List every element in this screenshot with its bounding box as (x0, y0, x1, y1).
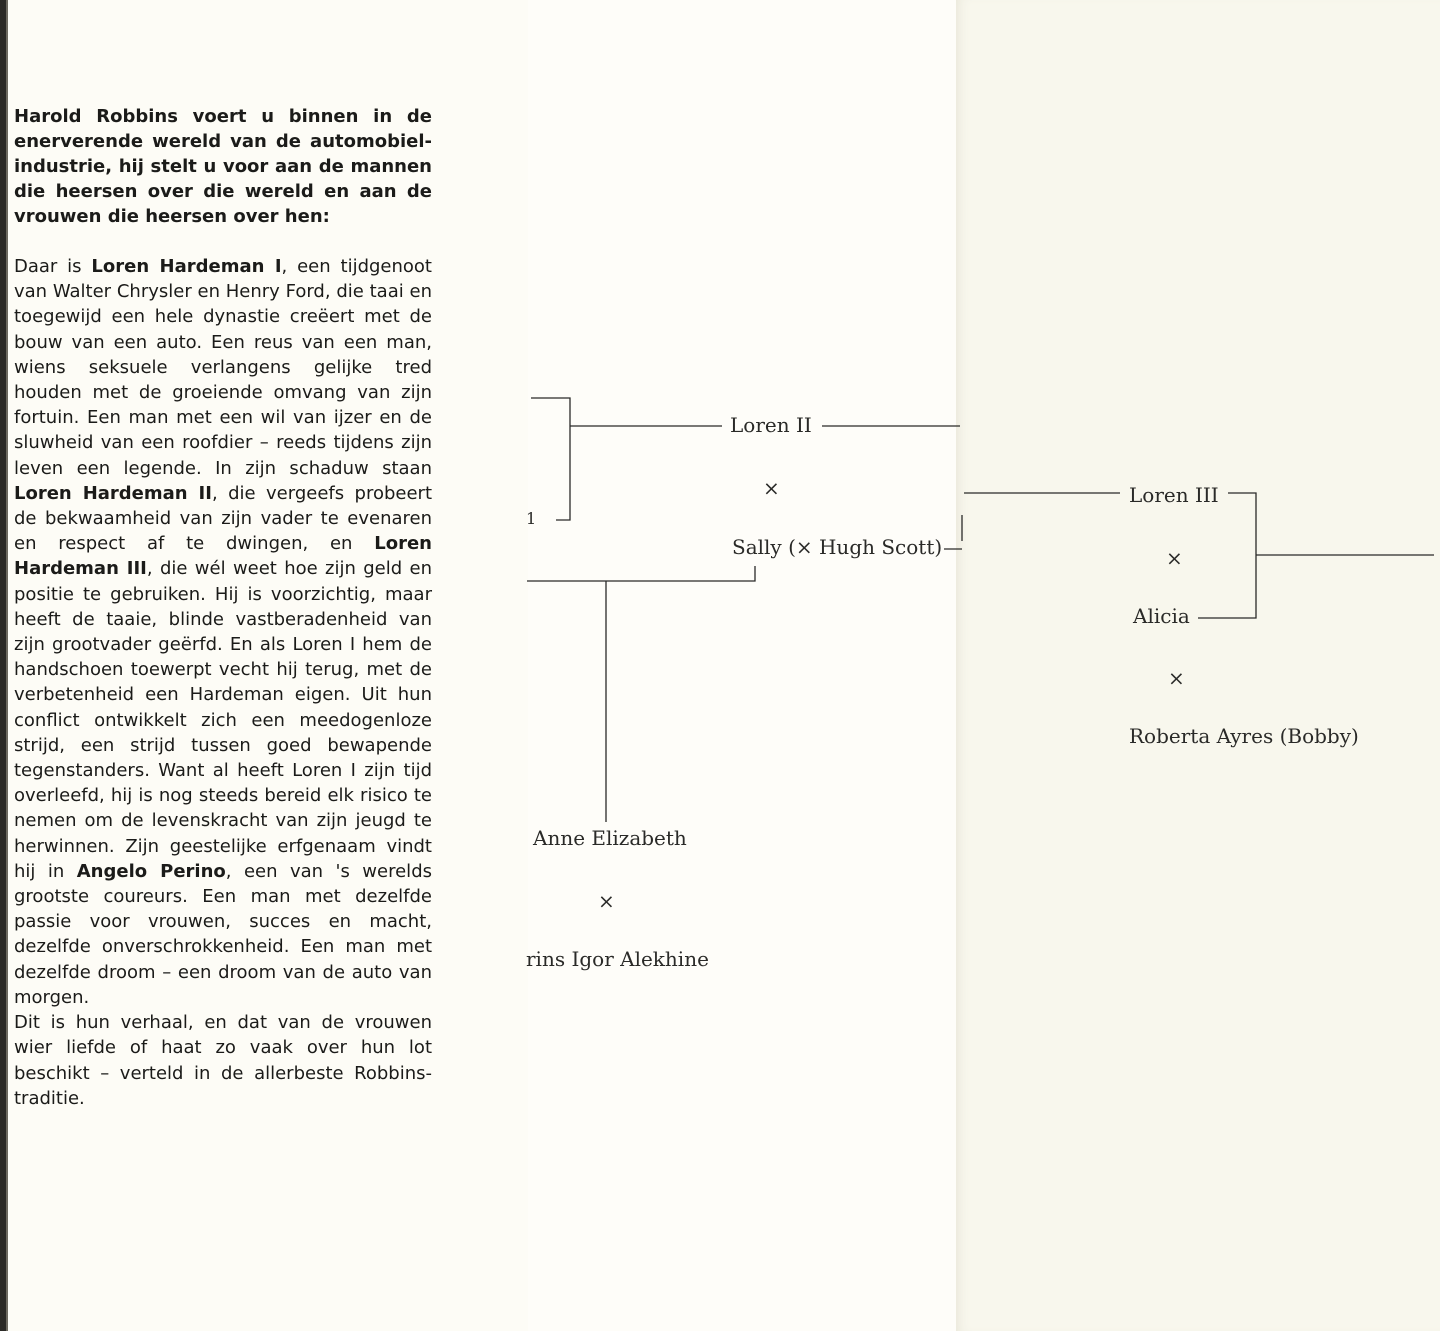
name-loren-hardeman-1: Loren Hardeman I (91, 256, 282, 277)
blurb-text: , een tijdgenoot van Walter Chrysler en Henry Ford, die taai en toegewijd een hele dynastie creëert met de bouw van een auto. Een reus van een man, wiens seksuele verlangens gelijke tred houden met de groeiende omvang van zijn fortuin. Een man met een wil van ijzer en de sluwheid van een roofdier – reeds tijdens zijn leven een legende. In zijn schaduw staan (14, 256, 432, 479)
tree-node-loren-ii: Loren II (730, 413, 812, 437)
blurb-intro: Harold Robbins voert u binnen in de enerverende wereld van de automobiel-industrie, hij stelt u voor aan de mannen die heersen over die wereld en aan de vrouwen die heersen over hen: (14, 106, 432, 227)
blurb-text: Daar is (14, 256, 92, 277)
blurb-text: , die wél weet hoe zijn geld en positie te gebruiken. Hij is voorzichtig, maar heeft de taaie, blinde vastberadenheid van zijn grootvader geërfd. En als Loren I hem de handschoen toewerpt vecht hij terug, met de verbetenheid een Hardeman eigen. Uit hun conflict ontwikkelt zich een meedogenloze strijd, een strijd tussen goed bewapende tegenstanders. Want al heeft Loren I zijn tijd overleefd, hij is nog steeds bereid elk risico te nemen om de levenskracht van zijn jeugd te herwinnen. Zijn geestelijke erfgenaam vindt hij in (14, 558, 432, 882)
tree-marriage-sign: × (598, 889, 615, 913)
name-loren-hardeman-3: Loren Hardeman III (14, 533, 432, 580)
tree-line (527, 566, 755, 581)
tree-line (1198, 493, 1256, 618)
tree-node-loren-iii: Loren III (1129, 483, 1219, 507)
blurb-text: , die vergeefs probeert de bekwaamheid van zijn vader te evenaren en respect af te dwingen, en (14, 482, 432, 555)
blurb-closing: Dit is hun verhaal, en dat van de vrouwen wier liefde of haat zo vaak over hun lot beschikt – verteld in de allerbeste Robbins-traditie. (14, 1012, 432, 1109)
tree-node-alicia: Alicia (1133, 604, 1190, 628)
name-loren-hardeman-2: Loren Hardeman II (14, 482, 212, 504)
tree-marriage-sign: × (763, 476, 780, 500)
name-angelo-perino: Angelo Perino (76, 860, 226, 882)
tree-node-anne-elizabeth: Anne Elizabeth (533, 826, 687, 850)
tree-line (531, 398, 570, 520)
tree-cut-fragment: 1 (526, 509, 537, 528)
blurb-text: , een van 's werelds grootste coureurs. Een man met dezelfde passie voor vrouwen, succes en macht, dezelfde onverschrokkenheid. Een man met dezelfde droom – een droom van de auto van morgen. (14, 860, 432, 1008)
tree-node-roberta-ayres: Roberta Ayres (Bobby) (1129, 724, 1359, 748)
tree-marriage-sign: × (1166, 546, 1183, 570)
tree-marriage-sign: × (1168, 666, 1185, 690)
tree-node-igor-alekhine: rins Igor Alekhine (526, 947, 709, 971)
tree-node-sally: Sally (× Hugh Scott) (732, 535, 943, 559)
